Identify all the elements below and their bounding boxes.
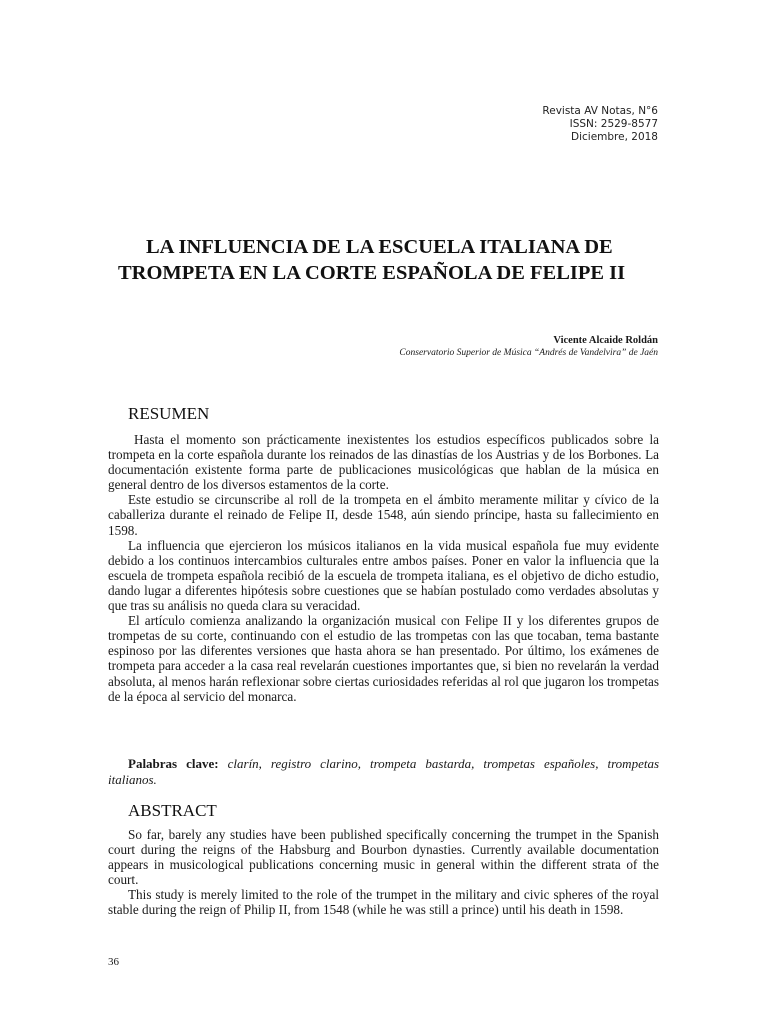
resumen-heading: RESUMEN <box>128 404 210 423</box>
abstract-paragraph: This study is merely limited to the role of the trumpet in the military and civic spheres of the royal stable during the reign of Philip II, from 1548 (while he was still a prince) until his death in 1598. <box>108 887 659 918</box>
abstract-heading: ABSTRACT <box>128 801 217 820</box>
resumen-paragraph: El artículo comienza analizando la organización musical con Felipe II y los diferentes grupos de trompetas de su corte, continuando con el estudio de las trompetas con las que tocaban, tema bastante espinoso por las diferentes versiones que hasta ahora se han presentado. Por último, los exámenes de trompeta para acceder a la casa real revelarán cuestiones importantes que, si bien no revelarán la verdad absoluta, al menos harán reflexionar sobre ciertas curiosidades referidas al rol que jugaron los trompetas de la época al servicio del monarca. <box>108 613 659 704</box>
page-number: 36 <box>108 956 119 968</box>
author-block <box>399 334 658 360</box>
journal-date: Diciembre, 2018 <box>571 131 658 143</box>
abstract-paragraph: So far, barely any studies have been published specifically concerning the trumpet in the Spanish court during the reigns of the Habsburg and Bourbon dynasties. Currently available documentation appears in musicological publications concerning music in general within the different strata of the court. <box>108 827 659 888</box>
journal-issn: ISSN: 2529-8577 <box>569 118 658 130</box>
article-title-line-1: LA INFLUENCIA DE LA ESCUELA ITALIANA DE <box>146 236 613 258</box>
resumen-paragraph: Hasta el momento son prácticamente inexistentes los estudios específicos publicados sobre la trompeta en la corte española durante los reinados de las dinastías de los Austrias y de los Borbones. La documentación existente forma parte de publicaciones musicológicas que hablan de la música en general dentro de los diversos estamentos de la corte. <box>108 432 659 493</box>
resumen-paragraph: La influencia que ejercieron los músicos italianos en la vida musical española fue muy evidente debido a los continuos intercambios culturales entre ambos países. Poner en valor la influencia que la escuela de trompeta española recibió de la escuela de trompeta italiana, es el objetivo de dicho estudio, dando lugar a diferentes hipótesis sobre cuestiones que se habían postulado como verdades absolutas y que tras su análisis no queda clara su veracidad. <box>108 537 659 614</box>
article-title-line-2: TROMPETA EN LA CORTE ESPAÑOLA DE FELIPE II <box>118 262 626 284</box>
journal-name: Revista AV Notas, N°6 <box>542 105 658 117</box>
author-affiliation: Conservatorio Superior de Música “Andrés de Vandelvira” de Jaén <box>399 348 658 358</box>
journal-info <box>542 105 658 144</box>
keywords-label: Palabras clave: <box>128 756 228 771</box>
author-name: Vicente Alcaide Roldán <box>553 335 658 346</box>
keywords <box>108 756 659 788</box>
article-title <box>118 234 678 286</box>
resumen-paragraph: Este estudio se circunscribe al roll de la trompeta en el ámbito meramente militar y cívico de la caballeriza durante el reinado de Felipe II, desde 1548, aún siendo príncipe, hasta su fallecimiento en 1598. <box>108 492 659 538</box>
resumen-body <box>108 432 659 704</box>
abstract-body <box>108 827 659 918</box>
keywords-text: clarín, registro clarino, trompeta bastarda, trompetas españoles, trompetas italianos. <box>108 756 660 787</box>
